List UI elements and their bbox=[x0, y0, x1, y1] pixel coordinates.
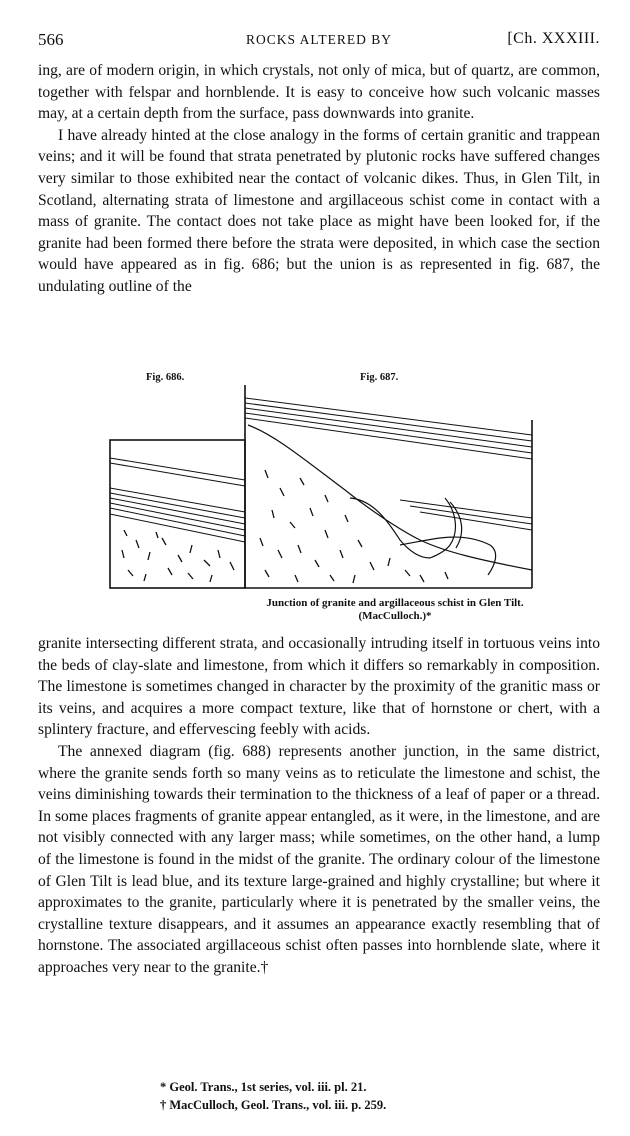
paragraph: I have already hinted at the close analogy in the forms of certain granitic and trappean veins; and it will be found that strata penetrated by plutonic rocks have suffered changes very similar to those exhibited near the contact of volcanic dikes. Thus, in Glen Tilt, in Scotland, alternating strata of limestone and argillaceous schist come in contact with a mass of granite. The contact does not take place as might have been looked for, if the granite had been formed there before the strata were deposited, in which case the section would have appeared as in fig. 686; but the union is as represented in fig. 687, the undulating outline of the bbox=[38, 126, 600, 295]
footnotes bbox=[160, 1078, 600, 1114]
figure-caption: Junction of granite and argillaceous schist in Glen Tilt. (MacCulloch.)* bbox=[266, 597, 524, 622]
fig-686-label: Fig. 686. bbox=[146, 372, 185, 383]
page-header bbox=[38, 30, 600, 52]
fig-686-illustration bbox=[110, 440, 245, 588]
paragraph-continued: granite intersecting different strata, and occasionally intruding itself in tortuous veins into the beds of clay-slate and limestone, from which it differs so remarkably in composition. The limestone is sometimes changed in character by the proximity of the granitic mass or its veins, and acquires a more compact texture, like that of hornstone or chert, with a splintery fracture, and effervescing feebly with acids. bbox=[38, 635, 600, 739]
running-title: ROCKS ALTERED BY bbox=[245, 32, 393, 47]
text-block-top bbox=[38, 60, 600, 298]
page-number: 566 bbox=[38, 30, 64, 49]
footnote: * Geol. Trans., 1st series, vol. iii. pl. 21. bbox=[160, 1080, 367, 1094]
footnote: † MacCulloch, Geol. Trans., vol. iii. p. 259. bbox=[160, 1098, 387, 1112]
figure-illustrations bbox=[100, 380, 540, 595]
paragraph-continued: ing, are of modern origin, in which crystals, not only of mica, but of quartz, are common, together with felspar and hornblende. It is easy to conceive how such volcanic masses may, at a certain depth from the surface, pass downwards into granite. bbox=[38, 62, 600, 123]
fig-687-illustration bbox=[245, 385, 532, 588]
paragraph: The annexed diagram (fig. 688) represents another junction, in the same district, where the granite sends forth so many veins as to reticulate the limestone and schist, the veins diminishing towards their termination to the thickness of a leaf of paper or a thread. In some places fragments of granite appear entangled, as it were, in the limestone, and are not visibly connected with any larger mass; while sometimes, on the other hand, a lump of the limestone is found in the midst of the granite. The ordinary colour of the limestone of Glen Tilt is lead blue, and its texture large-grained and highly crystalline; but where it approximates to the granite, particularly where it is penetrated by the smaller veins, the crystalline texture disappears, and it assumes an appearance exactly resembling that of hornstone. The associated argillaceous schist often passes into hornblende slate, where it approaches very near to the granite.† bbox=[38, 742, 600, 976]
fig-687-label: Fig. 687. bbox=[360, 372, 399, 383]
chapter-reference: [Ch. XXXIII. bbox=[507, 30, 600, 47]
text-block-bottom bbox=[38, 633, 600, 979]
